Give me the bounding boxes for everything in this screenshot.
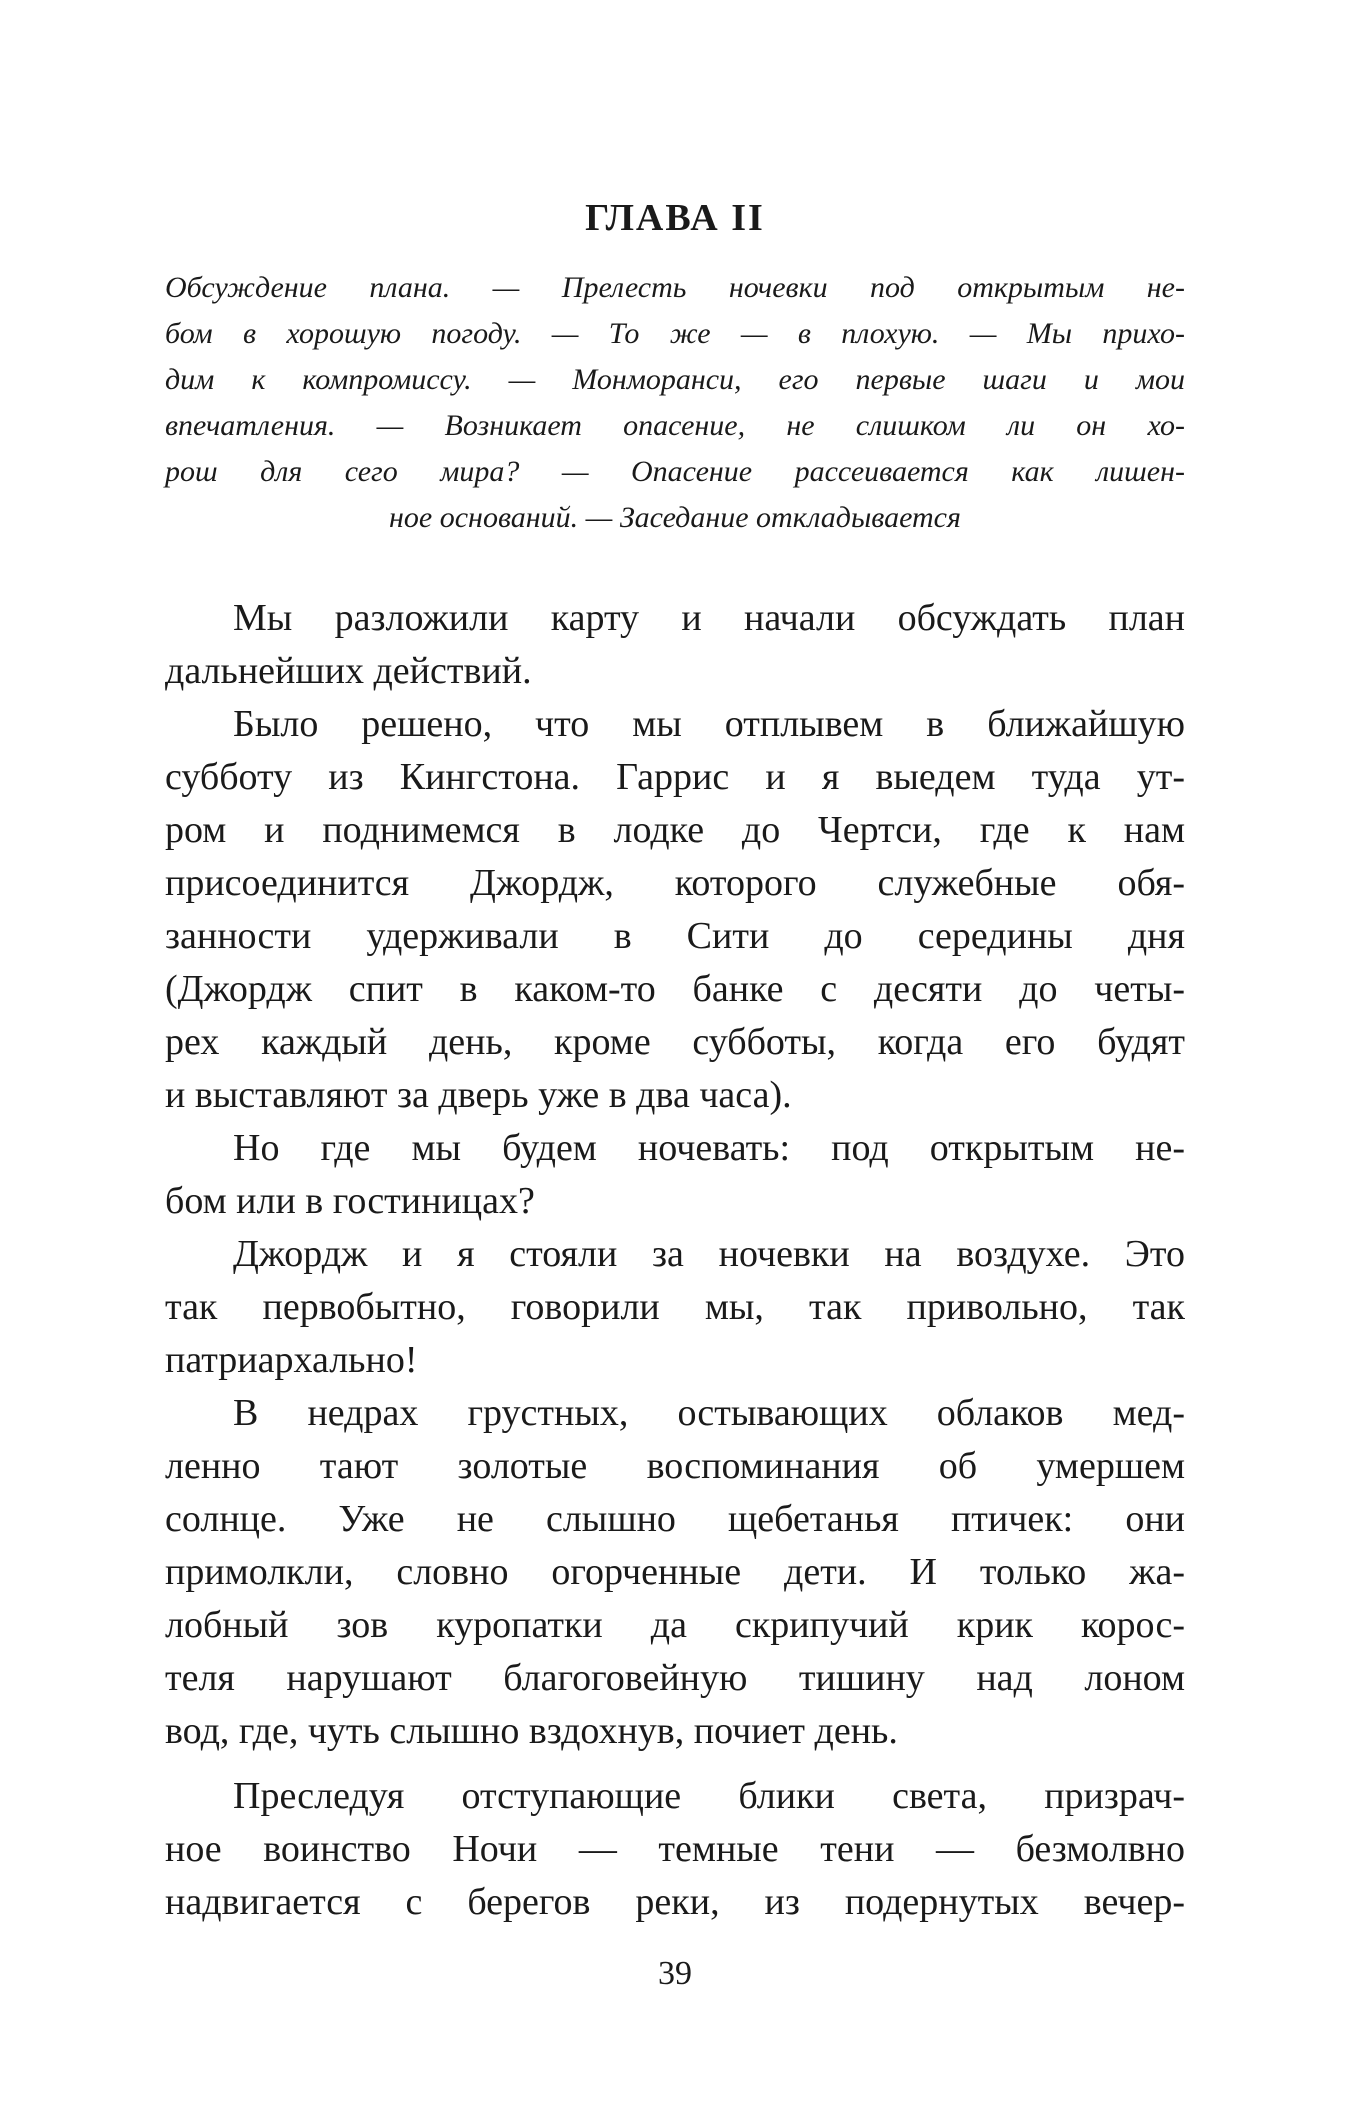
- text-line: Мы разложили карту и начали обсуждать план: [233, 597, 1185, 639]
- summary-line: впечатления. — Возникает опасение, не слишком ли он хо-: [165, 409, 1185, 442]
- paragraph: [165, 698, 1185, 1122]
- text-line: Джордж и я стояли за ночевки на воздухе. Это: [233, 1233, 1185, 1275]
- summary-line: дим к компромиссу. — Монморанси, его первые шаги и мои: [165, 363, 1185, 396]
- text-line: Было решено, что мы отплывем в ближайшую: [233, 703, 1185, 745]
- paragraph: [165, 592, 1185, 698]
- summary-line: ное оснований. — Заседание откладывается: [389, 501, 961, 534]
- paragraph: [165, 1770, 1185, 1929]
- text-line: вод, где, чуть слышно вздохнув, почиет день.: [165, 1710, 898, 1752]
- paragraph: [165, 1228, 1185, 1387]
- paragraph: [165, 1387, 1185, 1758]
- text-line: так первобытно, говорили мы, так привольно, так: [165, 1286, 1185, 1328]
- summary-line: рош для сего мира? — Опасение рассеивается как лишен-: [165, 455, 1185, 488]
- text-line: ленно тают золотые воспоминания об умершем: [165, 1445, 1185, 1487]
- body-text: [165, 592, 1185, 1929]
- text-line: надвигается с берегов реки, из подернутых вечер-: [165, 1881, 1185, 1923]
- text-line: и выставляют за дверь уже в два часа).: [165, 1074, 792, 1116]
- paragraph-gap: [165, 1758, 1185, 1770]
- text-line: занности удерживали в Сити до середины дня: [165, 915, 1185, 957]
- chapter-summary: [165, 265, 1185, 541]
- text-line: дальнейших действий.: [165, 650, 532, 692]
- text-line: присоединится Джордж, которого служебные обя-: [165, 862, 1185, 904]
- chapter-title: ГЛАВА II: [585, 197, 765, 239]
- text-line: лобный зов куропатки да скрипучий крик корос-: [165, 1604, 1185, 1646]
- summary-line: Обсуждение плана. — Прелесть ночевки под открытым не-: [165, 271, 1185, 304]
- summary-line: бом в хорошую погоду. — То же — в плохую. — Мы прихо-: [165, 317, 1185, 350]
- text-line: примолкли, словно огорченные дети. И только жа-: [165, 1551, 1185, 1593]
- text-line: патриархально!: [165, 1339, 418, 1381]
- text-line: солнце. Уже не слышно щебетанья птичек: они: [165, 1498, 1185, 1540]
- text-line: В недрах грустных, остывающих облаков мед-: [233, 1392, 1185, 1434]
- text-line: Но где мы будем ночевать: под открытым не-: [233, 1127, 1185, 1169]
- text-line: Преследуя отступающие блики света, призрач-: [233, 1775, 1185, 1817]
- page-number: 39: [658, 1955, 692, 1992]
- paragraph: [165, 1122, 1185, 1228]
- text-line: рех каждый день, кроме субботы, когда его будят: [165, 1021, 1185, 1063]
- text-line: ное воинство Ночи — темные тени — безмолвно: [165, 1828, 1185, 1870]
- text-line: теля нарушают благоговейную тишину над лоном: [165, 1657, 1185, 1699]
- book-page: [165, 0, 1185, 2125]
- text-line: бом или в гостиницах?: [165, 1180, 535, 1222]
- text-line: субботу из Кингстона. Гаррис и я выедем туда ут-: [165, 756, 1185, 798]
- text-line: ром и поднимемся в лодке до Чертси, где к нам: [165, 809, 1185, 851]
- text-line: (Джордж спит в каком-то банке с десяти до четы-: [165, 968, 1185, 1010]
